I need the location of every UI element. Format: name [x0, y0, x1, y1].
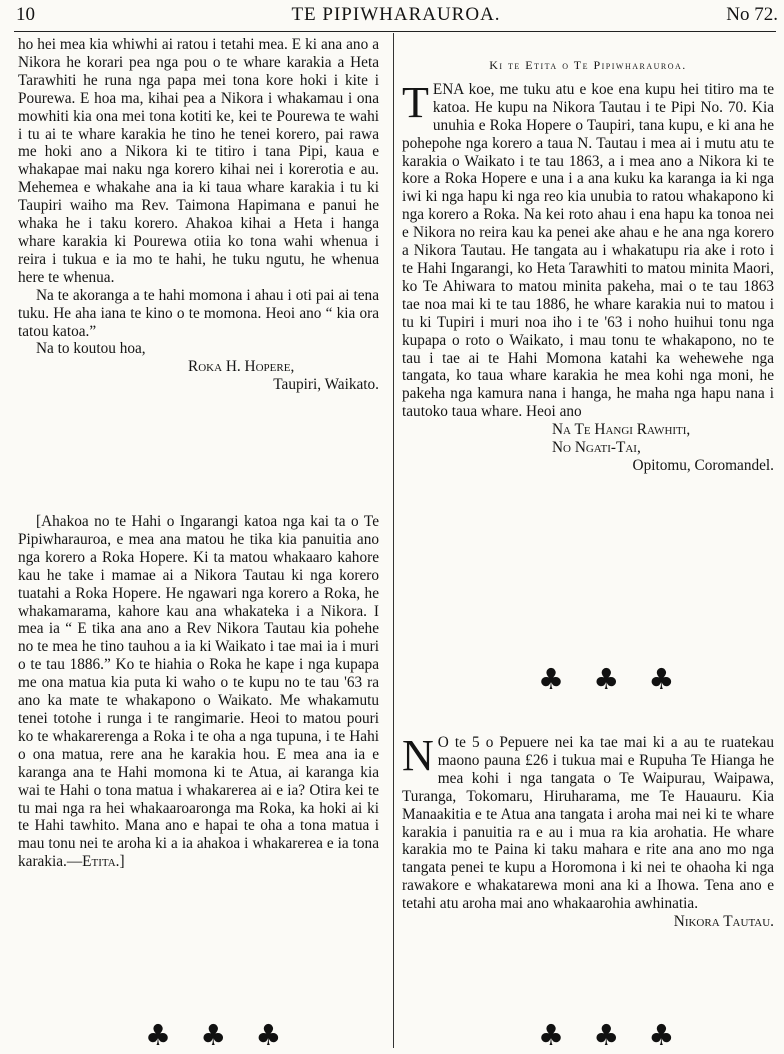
letter-body: ENA koe, me tuku atu e koe ena kupu hei titiro ma te katoa. He kupu na Nikora Tautau i te Pipi No. 70. Kia unuhia e Roka Hopere o Taupiri, tana kupu, e ki ana he pohepohe nga korero a taua N. Tautau i mea ai i mutu atu te karakia o Waikato i te tau 1863, a i mea ano a Nikora ki te kore a Roka Hopere e una i a ana kuku ka karanga ia ki nga iwi ki nga hapu ki nga reo kia unubia to ratou whakapono ki nga korero a Roka. Na kei roto ahau i ena hapu ka tonoa nei e Nikora no reira kau ka penei ake ahau e he ana nga korero a Nikora Tautau. He tangata au i whakatupu ria ake i roto i te Hahi Ingarangi, ko Heta Tarawhiti to matou minita Maori, ko Te Ahiwara to matou minita pakeha, mai o te tau 1863 tae noa mai ki te tau 1886, he whare karakia nui to matou i tu ki Tupiri i muri noa iho i te '63 i noho huihui tonu nga kupapa o roto o Waikato, i mau tonu te whakapono, no te tau i tae ai te Hahi Momona katahi ka wehewehe nga tangata, ko taua whare karakia he mea kohi nga moni, he pakeha nga kamura nana i hanga, he maha nga hapu nana i tautoko taua whare. Heoi ano: [402, 80, 774, 421]
signer-name: Na Te Hangi Rawhiti,: [552, 421, 691, 439]
editor-note-text: [Ahakoa no te Hahi o Ingarangi katoa nga kai ta o Te Pipiwharauroa, e mea ana matou he tika kia panuitia ano nga korero a Roka Hopere. Ki ta matou whakaaro kahore kau he take i mamae ai a Nikora Tautau ki nga korero tuatahi a Roka Hopere. He ngawari nga korero a Roka, he whakamarama, kahore kau ana whakateka i a Nikora. I mea ia “ E tika ana ano a Rev Nikora Tautau kia pohehe no te mea he tino tauhou a ia ki Waikato i tae mai ia i muri o te tau 1886.” Ko te hiahia o Roka he kape i nga kupapa me ona matua kia puta ki waho o te kupu no te tau '63 ra ano ka mate te whakapono o Waikato. Me whakamutu tenei totohe i runga i te rangimarie. Heoi to matou pouri ko te whakarerenga a Roka i te oha a nga tupuna, i te Hahi o ona matua, rere ana he karakia hou. E mea ana ia e karanga ana te Hahi momona ki te Atua, ai karanga kia wai te Hahi o tona matua i whakarerea ai e ia? Otira kei te tu mai nga ra hei whakaaroaronga ma Roka, ka hoki ai ki te Hahi tawhito. Mana ano e hapai te oha a tona matua i mau tonu nei te aroha ki a ia ahakoa i whakarerea e ia tona karakia.—: [18, 513, 379, 871]
right-column-letter: [402, 57, 774, 475]
ornament-clubs: ♣ ♣ ♣: [538, 662, 685, 696]
page-number: 10: [16, 4, 35, 25]
signer-name: Roka H. Hopere,: [188, 358, 295, 376]
editor-note: [18, 513, 379, 871]
notice-signature: Nikora Tautau.: [673, 913, 774, 931]
dropcap-n: N: [402, 731, 434, 780]
dropcap-t: T: [402, 77, 429, 127]
letter-heading: Ki te Etita o Te Pipiwharauroa.: [489, 58, 687, 72]
letter-valediction: Na to koutou hoa,: [36, 340, 146, 358]
header-rule: [14, 31, 776, 32]
newspaper-title: TE PIPIWHARAUROA.: [291, 4, 501, 25]
signer-tribe: No Ngati-Tai,: [552, 439, 641, 457]
notice-body: O te 5 o Pepuere nei ka tae mai ki a au te ruatekau maono pauna £26 i tukua mai e Rupuha Te Hianga he mea kohi i nga tangata o Te Waipurau, Waipawa, Turanga, Tokomaru, Hiruharama, me Te Hauauru. Kia Manaakitia e te Atua ana tangata i aroha mai nei ki te whare karakia i panuitia ra e au i mua ra kia arohatia. He whare karakia mo te Paina ki taku mahara e rite ana ano mo nga tangata penei te kupu a Horomona i ki nei te ohaoha ki nga rawakore e whakatarewa moni ana ki a Ihowa. Tena ano e tetahi atu aroha mai ano whakaarohia awhinatia.: [402, 734, 774, 913]
editor-signature: Etita.]: [82, 853, 125, 871]
left-column-letter: [18, 36, 379, 394]
letter-body: ho hei mea kia whiwhi ai ratou i tetahi mea. E ki ana ano a Nikora he korari pea nga pou o te whare karakia a Heta Tarawhiti he runa nga papa mei tona kore hoki i kite i Pourewa. E hoa ma, kihai pea a Nikora i whakamau i ona mowhiti kia ona mei tona kotiti ke, kei te Pourewa te wahi i tu ai te whare karakia he tino he tenei korero, pai rawa me hoki ano a Nikora ki te titiro i tana Pipi, kaua e whakapae mai naku nga korero kihai nei i korerotia e au. Mehemea e whakahe ana ia ki taua whare karakia i tu ki Taupiri waiho ma Rev. Taimona Hapimana e panui he whaka he i taku korero. Ahakoa kihai a Heta i hanga whare karakia ki Pourewa otiia ko tona wahi whenua i reira i tukua e ia mo te hahi, he tuku ngutu, he whenua here te whenua.: [18, 36, 379, 286]
letter-close: Na te akoranga a te hahi momona i ahau i oti pai ai tena tuku. He aha iana te kino o te momona. Heoi ano “ kia ora tatou katoa.”: [18, 286, 379, 340]
ornament-clubs: ♣ ♣ ♣: [145, 1018, 292, 1052]
signer-place: Opitomu, Coromandel.: [632, 456, 774, 474]
notice: [402, 731, 774, 931]
signer-place: Taupiri, Waikato.: [273, 376, 379, 394]
ornament-clubs: ♣ ♣ ♣: [538, 1018, 685, 1052]
page-header: [14, 4, 778, 30]
issue-number: No 72.: [726, 4, 778, 25]
column-divider: [393, 33, 394, 1048]
